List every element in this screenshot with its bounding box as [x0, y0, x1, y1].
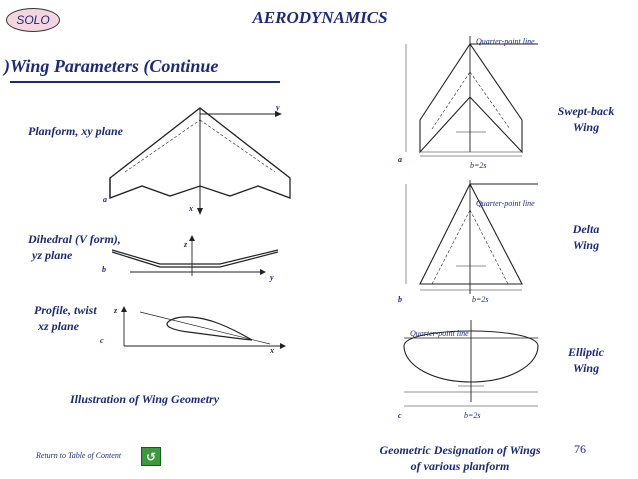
delta-fig-b-label: b [398, 295, 402, 304]
swept-back-label-line1: Swept-back [557, 104, 615, 118]
page-number: 76 [574, 442, 586, 456]
elliptic-label-line1: Elliptic [568, 345, 604, 359]
profile-label-line1: Profile, twist [34, 303, 97, 317]
profile-diagram [110, 308, 290, 358]
delta-label-line2: Wing [572, 238, 600, 252]
delta-quarter-point-label: Quarter-point line [476, 199, 535, 208]
left-figure-caption: Illustration of Wing Geometry [70, 392, 220, 406]
profile-fig-c-label: c [100, 336, 104, 345]
right-caption-line2: of various planform [410, 459, 510, 473]
dihedral-z-axis-label: z [184, 240, 188, 249]
slide-title: AERODYNAMICS [252, 8, 388, 27]
return-icon[interactable]: ↺ [141, 447, 161, 466]
profile-x-axis-label: x [270, 346, 274, 355]
subtitle-underline [10, 81, 280, 83]
planform-diagram [100, 96, 300, 216]
delta-label-line1: Delta [572, 222, 600, 236]
profile-label-line2: xz plane [38, 319, 80, 333]
elliptic-fig-c-label: c [398, 411, 402, 420]
solo-badge: SOLO [6, 8, 60, 32]
right-caption-line1: Geometric Designation of Wings [379, 443, 541, 457]
delta-span-label: b=2s [472, 295, 489, 304]
swept-fig-a-label: a [398, 155, 402, 164]
dihedral-label-line1: Dihedral (V form), [28, 232, 121, 246]
swept-back-label-line2: Wing [572, 120, 600, 134]
swept-span-label: b=2s [470, 161, 487, 170]
planform-y-axis-label: y [276, 103, 280, 112]
swept-back-wing-diagram [398, 32, 548, 162]
swept-quarter-point-label: Quarter-point line [476, 37, 535, 46]
dihedral-label-line2: yz plane [32, 248, 73, 262]
dihedral-y-axis-label: y [270, 273, 274, 282]
planform-x-axis-label: x [189, 204, 193, 213]
planform-fig-a-label: a [103, 195, 107, 204]
elliptic-label-line2: Wing [572, 361, 600, 375]
slide-subtitle: )Wing Parameters (Continue [4, 56, 219, 76]
return-to-toc-link[interactable]: Return to Table of Content [36, 451, 122, 460]
elliptic-quarter-point-label: Quarter-point line [410, 329, 469, 338]
dihedral-fig-b-label: b [102, 265, 106, 274]
planform-label: Planform, xy plane [28, 124, 123, 138]
profile-z-axis-label: z [114, 306, 118, 315]
dihedral-diagram [110, 236, 280, 284]
elliptic-span-label: b=2s [464, 411, 481, 420]
